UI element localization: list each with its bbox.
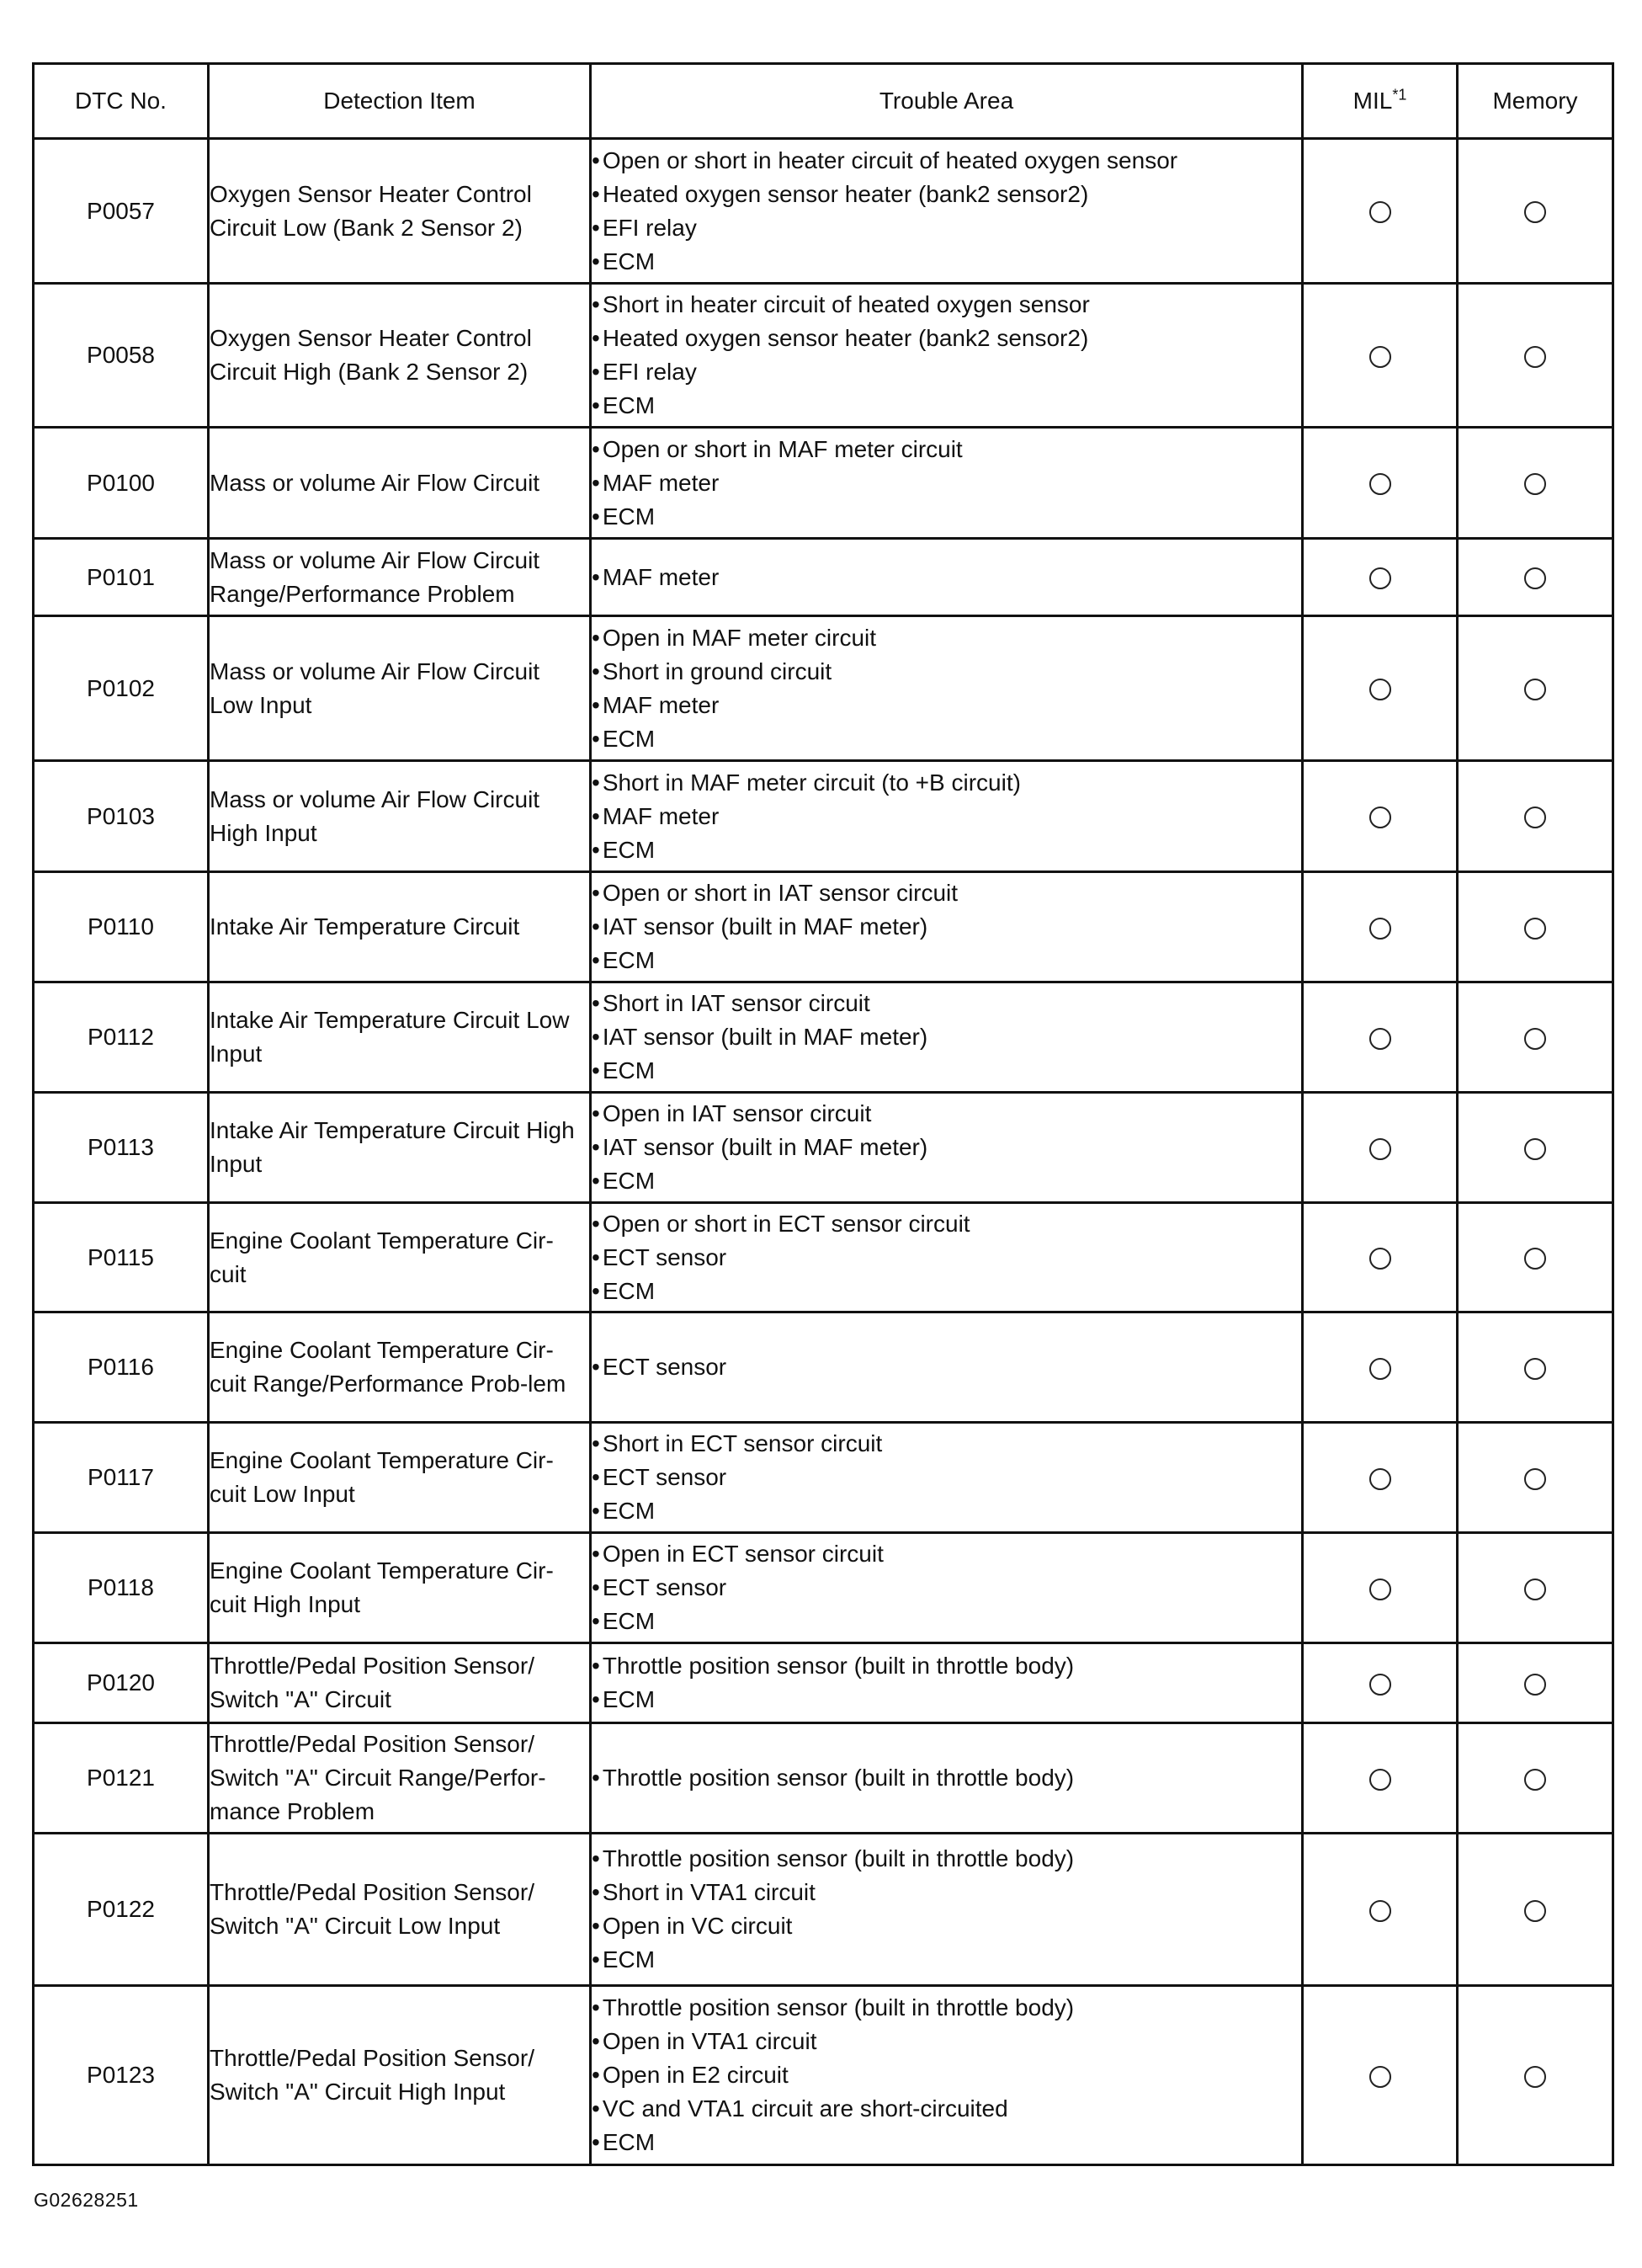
trouble-area-item: • ECM <box>592 722 1301 756</box>
header-mil <box>1303 64 1458 139</box>
trouble-area <box>591 1093 1303 1203</box>
memory-circle-icon <box>1524 1900 1546 1922</box>
trouble-area <box>591 1986 1303 2165</box>
trouble-area-item: • ECM <box>592 500 1301 534</box>
detection-item: Mass or volume Air Flow Circuit <box>209 428 591 539</box>
detection-item: Throttle/Pedal Position Sensor/ Switch "A" Circuit <box>209 1643 591 1723</box>
trouble-area-item: • ECM <box>592 389 1301 423</box>
trouble-area <box>591 1312 1303 1423</box>
dtc-code: P0058 <box>34 284 209 428</box>
table-body <box>34 139 1613 2165</box>
table-row <box>34 428 1613 539</box>
mil-cell <box>1303 872 1458 982</box>
mil-cell <box>1303 1423 1458 1533</box>
dtc-code: P0117 <box>34 1423 209 1533</box>
memory-cell <box>1458 616 1613 761</box>
mil-cell <box>1303 539 1458 616</box>
mil-circle-icon <box>1369 567 1391 589</box>
mil-cell <box>1303 616 1458 761</box>
table-row <box>34 1312 1613 1423</box>
memory-circle-icon <box>1524 346 1546 368</box>
mil-cell <box>1303 139 1458 284</box>
header-mil-label: MIL <box>1352 88 1393 114</box>
table-row <box>34 1203 1613 1312</box>
mil-cell <box>1303 1533 1458 1643</box>
trouble-area-item: • EFI relay <box>592 355 1301 389</box>
trouble-area <box>591 761 1303 872</box>
table-row <box>34 1423 1613 1533</box>
trouble-area-item: • Open in IAT sensor circuit <box>592 1097 1301 1131</box>
detection-item: Throttle/Pedal Position Sensor/ Switch "A" Circuit Range/Perfor-mance Problem <box>209 1723 591 1834</box>
trouble-area-item: • ECT sensor <box>592 1241 1301 1275</box>
trouble-area-item: • IAT sensor (built in MAF meter) <box>592 910 1301 944</box>
dtc-code: P0100 <box>34 428 209 539</box>
mil-circle-icon <box>1369 1248 1391 1270</box>
memory-cell <box>1458 1203 1613 1312</box>
trouble-area-item: • Open or short in IAT sensor circuit <box>592 876 1301 910</box>
trouble-area-item: • Throttle position sensor (built in throttle body) <box>592 1649 1301 1683</box>
memory-cell <box>1458 1834 1613 1986</box>
memory-circle-icon <box>1524 1248 1546 1270</box>
detection-item: Oxygen Sensor Heater Control Circuit High (Bank 2 Sensor 2) <box>209 284 591 428</box>
table-row <box>34 872 1613 982</box>
mil-cell <box>1303 1312 1458 1423</box>
memory-cell <box>1458 761 1613 872</box>
mil-cell <box>1303 1093 1458 1203</box>
mil-circle-icon <box>1369 1028 1391 1050</box>
mil-circle-icon <box>1369 346 1391 368</box>
trouble-area-item: • MAF meter <box>592 689 1301 722</box>
dtc-code: P0116 <box>34 1312 209 1423</box>
mil-circle-icon <box>1369 201 1391 223</box>
trouble-area-item: • Open in MAF meter circuit <box>592 621 1301 655</box>
mil-cell <box>1303 1203 1458 1312</box>
memory-cell <box>1458 1723 1613 1834</box>
trouble-area-item: • VC and VTA1 circuit are short-circuited <box>592 2092 1301 2126</box>
mil-circle-icon <box>1369 1769 1391 1791</box>
trouble-area <box>591 1643 1303 1723</box>
memory-cell <box>1458 1643 1613 1723</box>
mil-circle-icon <box>1369 1138 1391 1160</box>
figure-id: G02628251 <box>34 2189 139 2211</box>
trouble-area-item: • ECM <box>592 1605 1301 1638</box>
table-row <box>34 761 1613 872</box>
memory-circle-icon <box>1524 1138 1546 1160</box>
header-memory: Memory <box>1458 64 1613 139</box>
mil-cell <box>1303 982 1458 1093</box>
mil-circle-icon <box>1369 679 1391 700</box>
memory-circle-icon <box>1524 567 1546 589</box>
detection-item: Throttle/Pedal Position Sensor/ Switch "A" Circuit Low Input <box>209 1834 591 1986</box>
header-trouble-area: Trouble Area <box>591 64 1303 139</box>
header-detection-item: Detection Item <box>209 64 591 139</box>
detection-item: Intake Air Temperature Circuit Low Input <box>209 982 591 1093</box>
trouble-area <box>591 1203 1303 1312</box>
trouble-area-item: • ECT sensor <box>592 1350 1301 1384</box>
memory-cell <box>1458 284 1613 428</box>
memory-circle-icon <box>1524 1468 1546 1490</box>
mil-cell <box>1303 1723 1458 1834</box>
trouble-area-item: • Throttle position sensor (built in throttle body) <box>592 1991 1301 2025</box>
trouble-area <box>591 1423 1303 1533</box>
trouble-area-item: • Throttle position sensor (built in throttle body) <box>592 1761 1301 1795</box>
trouble-area-item: • Open or short in ECT sensor circuit <box>592 1207 1301 1241</box>
trouble-area-item: • Throttle position sensor (built in throttle body) <box>592 1842 1301 1876</box>
detection-item: Mass or volume Air Flow Circuit Range/Performance Problem <box>209 539 591 616</box>
memory-circle-icon <box>1524 473 1546 495</box>
trouble-area-item: • IAT sensor (built in MAF meter) <box>592 1020 1301 1054</box>
trouble-area-item: • ECM <box>592 1683 1301 1717</box>
trouble-area-item: • Short in MAF meter circuit (to +B circuit) <box>592 766 1301 800</box>
trouble-area-item: • EFI relay <box>592 211 1301 245</box>
table-row <box>34 1643 1613 1723</box>
dtc-code: P0122 <box>34 1834 209 1986</box>
dtc-code: P0102 <box>34 616 209 761</box>
trouble-area-item: • Short in VTA1 circuit <box>592 1876 1301 1909</box>
memory-circle-icon <box>1524 1028 1546 1050</box>
header-dtc: DTC No. <box>34 64 209 139</box>
mil-circle-icon <box>1369 2066 1391 2088</box>
trouble-area <box>591 1723 1303 1834</box>
dtc-code: P0112 <box>34 982 209 1093</box>
trouble-area-item: • ECM <box>592 2126 1301 2159</box>
trouble-area-item: • ECM <box>592 1054 1301 1088</box>
table-row <box>34 1986 1613 2165</box>
memory-circle-icon <box>1524 918 1546 940</box>
trouble-area <box>591 428 1303 539</box>
trouble-area-item: • ECM <box>592 245 1301 279</box>
memory-circle-icon <box>1524 201 1546 223</box>
trouble-area-item: • Open in VTA1 circuit <box>592 2025 1301 2058</box>
mil-circle-icon <box>1369 918 1391 940</box>
trouble-area-item: • ECM <box>592 1275 1301 1308</box>
memory-circle-icon <box>1524 1358 1546 1380</box>
memory-circle-icon <box>1524 2066 1546 2088</box>
detection-item: Engine Coolant Temperature Cir-cuit <box>209 1203 591 1312</box>
trouble-area <box>591 284 1303 428</box>
detection-item: Engine Coolant Temperature Cir-cuit Low Input <box>209 1423 591 1533</box>
trouble-area-item: • Short in IAT sensor circuit <box>592 987 1301 1020</box>
trouble-area <box>591 1533 1303 1643</box>
trouble-area <box>591 616 1303 761</box>
trouble-area-item: • Open in ECT sensor circuit <box>592 1537 1301 1571</box>
dtc-code: P0057 <box>34 139 209 284</box>
dtc-code: P0115 <box>34 1203 209 1312</box>
table-row <box>34 1723 1613 1834</box>
trouble-area-item: • ECM <box>592 1943 1301 1977</box>
trouble-area-item: • ECT sensor <box>592 1461 1301 1494</box>
header-mil-footnote: *1 <box>1392 86 1407 104</box>
table-row <box>34 1533 1613 1643</box>
dtc-code: P0118 <box>34 1533 209 1643</box>
memory-cell <box>1458 1312 1613 1423</box>
dtc-code: P0103 <box>34 761 209 872</box>
trouble-area-item: • MAF meter <box>592 466 1301 500</box>
dtc-table <box>32 62 1614 2166</box>
detection-item: Oxygen Sensor Heater Control Circuit Low (Bank 2 Sensor 2) <box>209 139 591 284</box>
table-row <box>34 539 1613 616</box>
memory-cell <box>1458 139 1613 284</box>
detection-item: Engine Coolant Temperature Cir-cuit Range/Performance Prob-lem <box>209 1312 591 1423</box>
memory-circle-icon <box>1524 1674 1546 1696</box>
trouble-area-item: • Open or short in MAF meter circuit <box>592 433 1301 466</box>
memory-cell <box>1458 539 1613 616</box>
dtc-code: P0101 <box>34 539 209 616</box>
trouble-area <box>591 982 1303 1093</box>
trouble-area-item: • ECM <box>592 1164 1301 1198</box>
trouble-area-item: • MAF meter <box>592 800 1301 833</box>
trouble-area-item: • Short in ECT sensor circuit <box>592 1427 1301 1461</box>
mil-circle-icon <box>1369 1900 1391 1922</box>
trouble-area-item: • Short in heater circuit of heated oxygen sensor <box>592 288 1301 322</box>
memory-circle-icon <box>1524 679 1546 700</box>
mil-cell <box>1303 761 1458 872</box>
detection-item: Throttle/Pedal Position Sensor/ Switch "A" Circuit High Input <box>209 1986 591 2165</box>
mil-cell <box>1303 1834 1458 1986</box>
memory-cell <box>1458 1533 1613 1643</box>
mil-circle-icon <box>1369 1674 1391 1696</box>
trouble-area <box>591 139 1303 284</box>
mil-circle-icon <box>1369 1468 1391 1490</box>
memory-cell <box>1458 1423 1613 1533</box>
trouble-area-item: • Heated oxygen sensor heater (bank2 sensor2) <box>592 178 1301 211</box>
memory-cell <box>1458 428 1613 539</box>
trouble-area-item: • IAT sensor (built in MAF meter) <box>592 1131 1301 1164</box>
trouble-area-item: • Heated oxygen sensor heater (bank2 sensor2) <box>592 322 1301 355</box>
trouble-area <box>591 1834 1303 1986</box>
trouble-area <box>591 872 1303 982</box>
dtc-code: P0121 <box>34 1723 209 1834</box>
detection-item: Intake Air Temperature Circuit <box>209 872 591 982</box>
trouble-area <box>591 539 1303 616</box>
trouble-area-item: • Open in E2 circuit <box>592 2058 1301 2092</box>
dtc-code: P0120 <box>34 1643 209 1723</box>
memory-circle-icon <box>1524 807 1546 828</box>
dtc-code: P0113 <box>34 1093 209 1203</box>
trouble-area-item: • Open or short in heater circuit of heated oxygen sensor <box>592 144 1301 178</box>
memory-cell <box>1458 872 1613 982</box>
detection-item: Engine Coolant Temperature Cir-cuit High Input <box>209 1533 591 1643</box>
table-row <box>34 139 1613 284</box>
trouble-area-item: • Open in VC circuit <box>592 1909 1301 1943</box>
trouble-area-item: • ECT sensor <box>592 1571 1301 1605</box>
table-header-row <box>34 64 1613 139</box>
mil-circle-icon <box>1369 1358 1391 1380</box>
memory-cell <box>1458 1093 1613 1203</box>
trouble-area-item: • ECM <box>592 944 1301 977</box>
dtc-code: P0123 <box>34 1986 209 2165</box>
table-row <box>34 1834 1613 1986</box>
memory-cell <box>1458 1986 1613 2165</box>
memory-circle-icon <box>1524 1769 1546 1791</box>
trouble-area-item: • MAF meter <box>592 561 1301 594</box>
mil-circle-icon <box>1369 807 1391 828</box>
memory-circle-icon <box>1524 1579 1546 1600</box>
mil-circle-icon <box>1369 473 1391 495</box>
trouble-area-item: • ECM <box>592 1494 1301 1528</box>
table-row <box>34 982 1613 1093</box>
mil-cell <box>1303 1643 1458 1723</box>
mil-cell <box>1303 284 1458 428</box>
mil-cell <box>1303 428 1458 539</box>
dtc-code: P0110 <box>34 872 209 982</box>
memory-cell <box>1458 982 1613 1093</box>
trouble-area-item: • ECM <box>592 833 1301 867</box>
detection-item: Mass or volume Air Flow Circuit Low Input <box>209 616 591 761</box>
detection-item: Intake Air Temperature Circuit High Input <box>209 1093 591 1203</box>
table-row <box>34 1093 1613 1203</box>
table-row <box>34 616 1613 761</box>
detection-item: Mass or volume Air Flow Circuit High Input <box>209 761 591 872</box>
table-row <box>34 284 1613 428</box>
trouble-area-item: • Short in ground circuit <box>592 655 1301 689</box>
mil-cell <box>1303 1986 1458 2165</box>
mil-circle-icon <box>1369 1579 1391 1600</box>
